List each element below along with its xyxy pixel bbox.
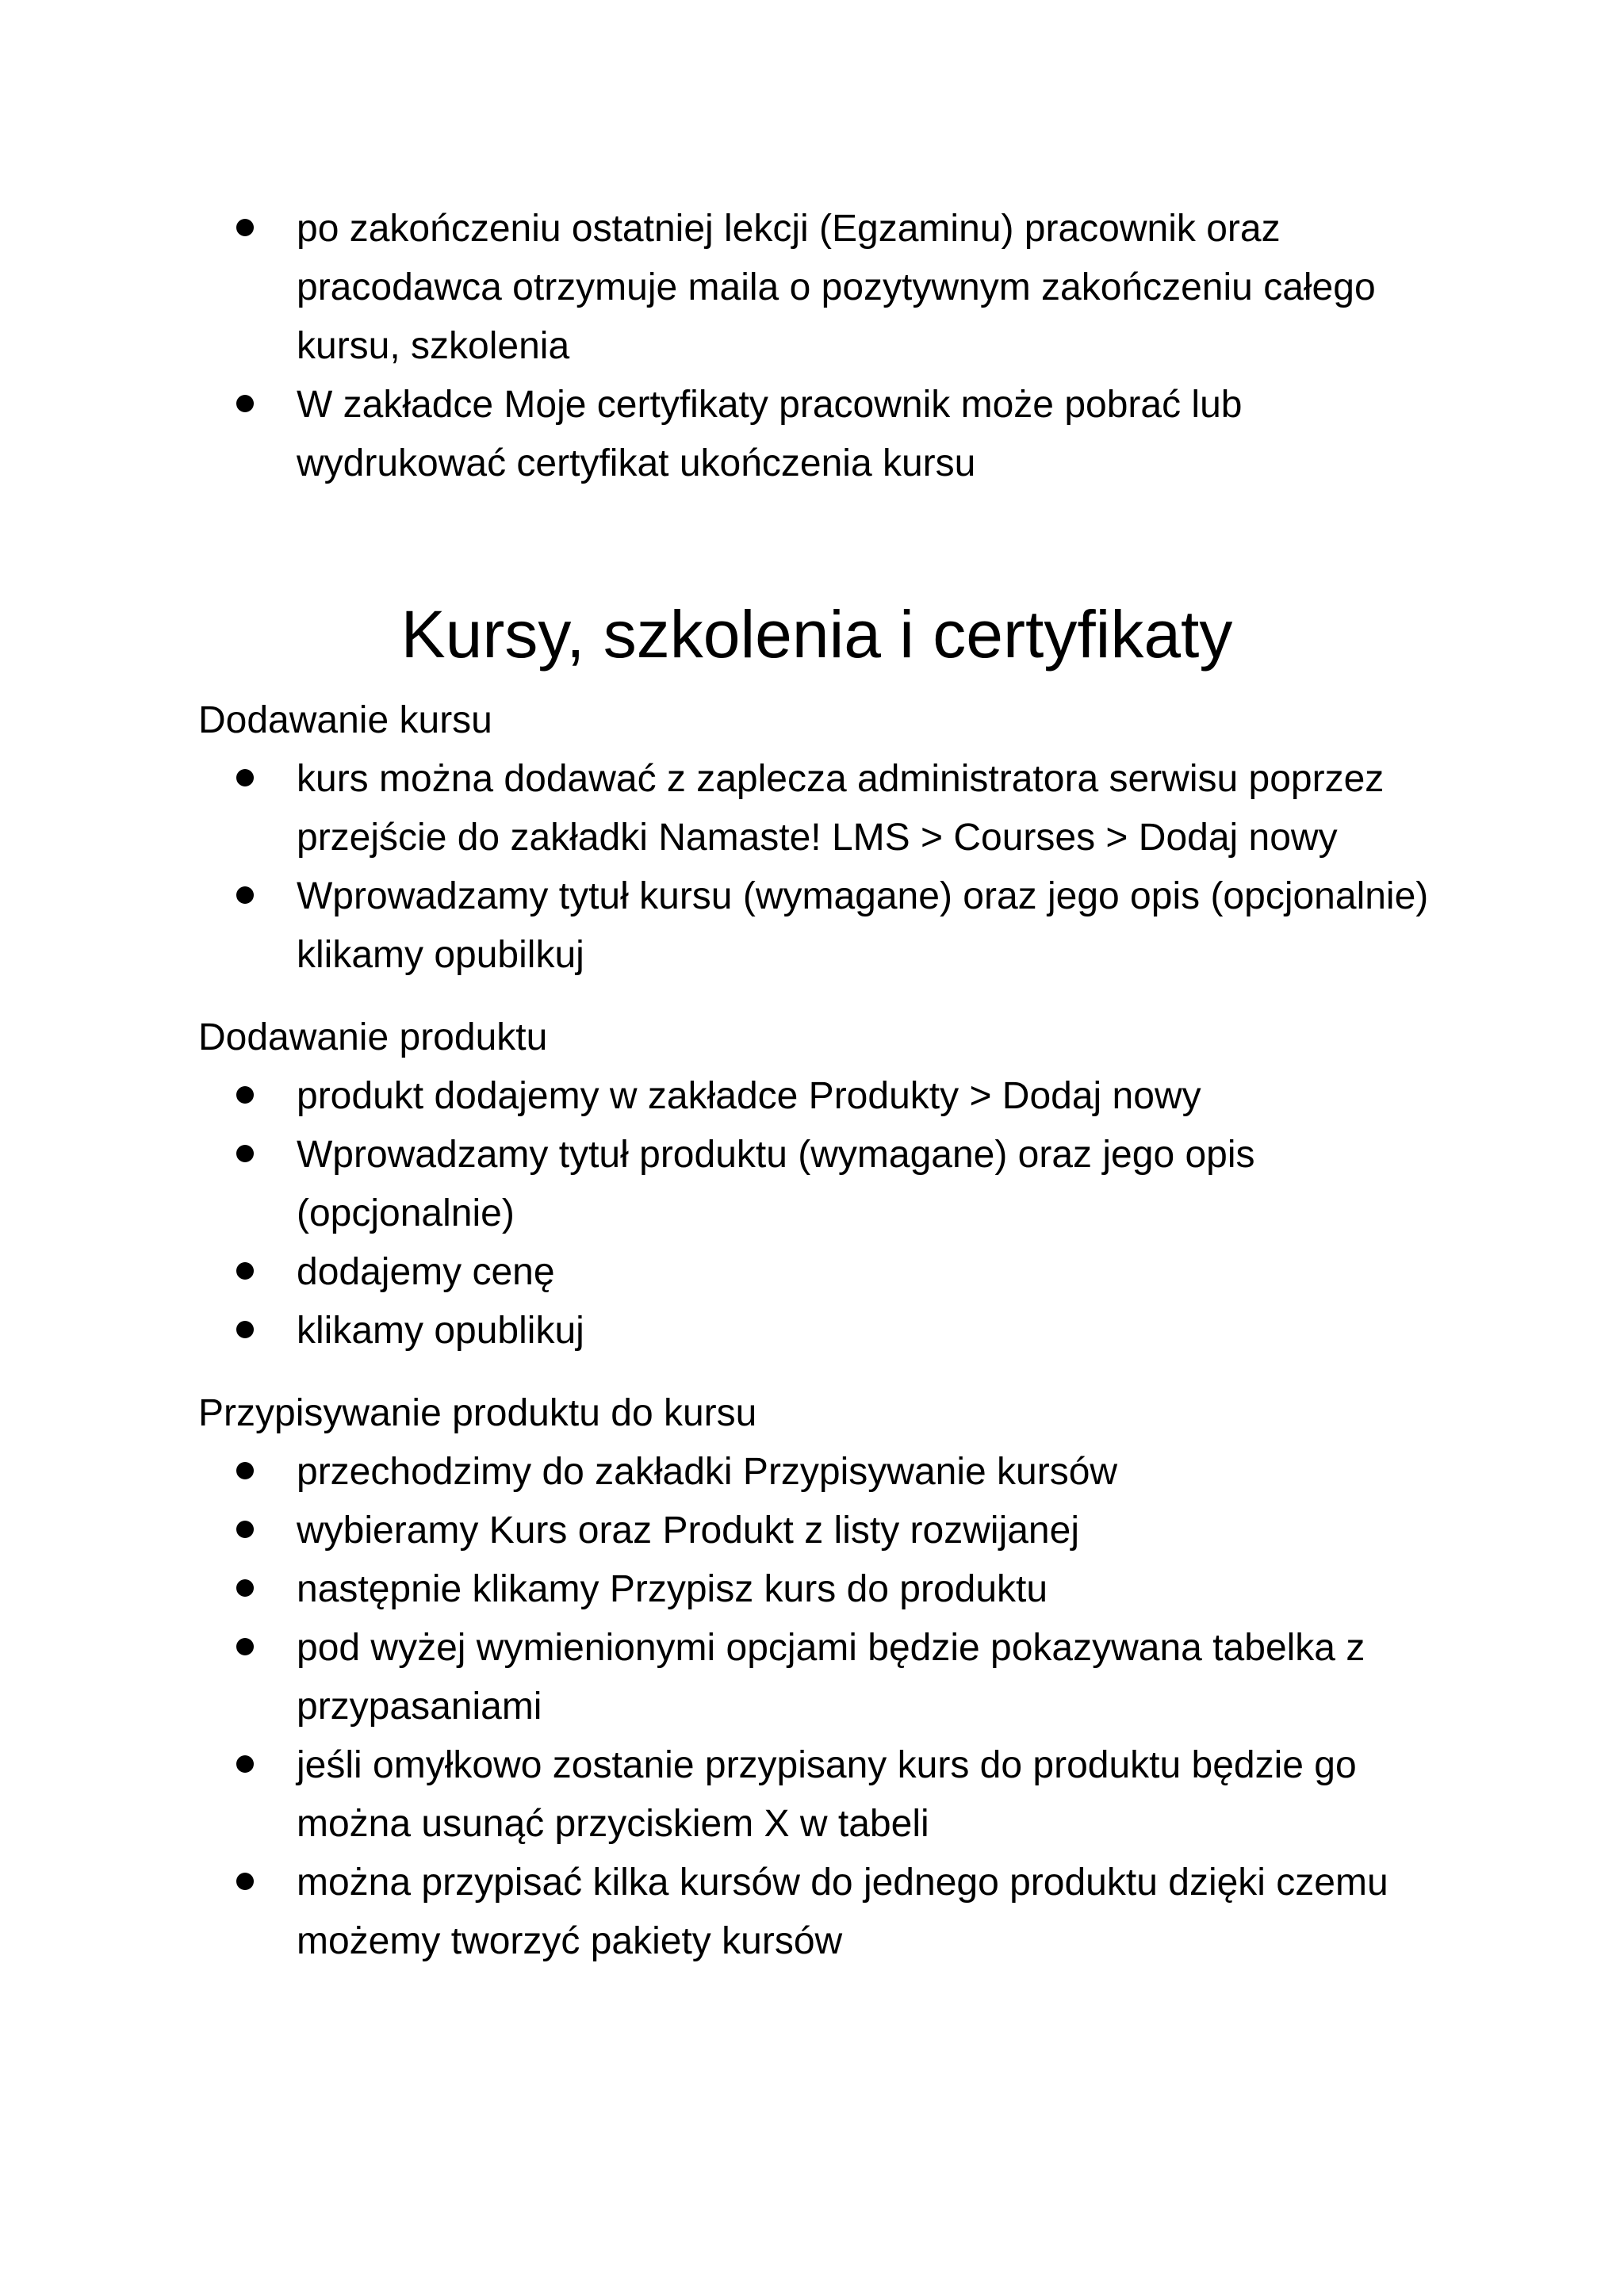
list-item-text: jeśli omyłkowo zostanie przypisany kurs do produktu będzie go można usunąć przyciskiem X w tabeli — [297, 1744, 1357, 1845]
list-przypisywanie — [198, 1443, 1435, 1971]
bullet-icon — [236, 886, 254, 904]
subheading-dodawanie-produktu: Dodawanie produktu — [198, 1016, 548, 1058]
list-item-text: wybieramy Kurs oraz Produkt z listy rozwijanej — [297, 1510, 1079, 1552]
list-item — [297, 1502, 1435, 1560]
document-content — [198, 200, 1435, 1971]
bullet-icon — [236, 1462, 254, 1479]
bullet-icon — [236, 395, 254, 412]
list-item — [297, 1067, 1435, 1126]
section-heading: Kursy, szkolenia i certyfikaty — [400, 597, 1233, 672]
bullet-icon — [236, 1145, 254, 1162]
list-item-text: kurs można dodawać z zaplecza administratora serwisu poprzez przejście do zakładki Namaste! LMS > Courses > Dodaj nowy — [297, 758, 1385, 859]
list-item — [297, 1302, 1435, 1360]
bullet-icon — [236, 1321, 254, 1338]
bullet-icon — [236, 1262, 254, 1280]
list-item-text: następnie klikamy Przypisz kurs do produktu — [297, 1568, 1048, 1610]
list-item — [297, 1126, 1435, 1243]
list-item-text: produkt dodajemy w zakładce Produkty > Dodaj nowy — [297, 1075, 1201, 1117]
list-item-text: pod wyżej wymienionymi opcjami będzie pokazywana tabelka z przypasaniami — [297, 1627, 1365, 1728]
bullet-icon — [236, 1521, 254, 1538]
bullet-icon — [236, 769, 254, 786]
bullet-icon — [236, 1579, 254, 1597]
list-item-text: Wprowadzamy tytuł kursu (wymagane) oraz jego opis (opcjonalnie) klikamy opubilkuj — [297, 875, 1429, 976]
list-item-text: klikamy opublikuj — [297, 1310, 584, 1352]
list-item — [297, 1736, 1435, 1854]
list-item — [297, 1243, 1435, 1302]
list-dodawanie-kursu — [198, 750, 1435, 985]
list-item — [297, 1854, 1435, 1971]
list-item-text: Wprowadzamy tytuł produktu (wymagane) oraz jego opis (opcjonalnie) — [297, 1134, 1255, 1234]
list-item-text: W zakładce Moje certyfikaty pracownik może pobrać lub wydrukować certyfikat ukończenia kursu — [297, 384, 1243, 484]
list-item — [297, 750, 1435, 867]
list-item-text: po zakończeniu ostatniej lekcji (Egzaminu) pracownik oraz pracodawca otrzymuje maila o pozytywnym zakończeniu całego kursu, szkolenia — [297, 208, 1376, 367]
list-dodawanie-produktu — [198, 1067, 1435, 1360]
list-item — [297, 200, 1435, 376]
list-item-text: dodajemy cenę — [297, 1251, 555, 1293]
list-item — [297, 1619, 1435, 1736]
subheading-przypisywanie: Przypisywanie produktu do kursu — [198, 1392, 757, 1434]
list-item — [297, 867, 1435, 985]
intro-list — [198, 200, 1435, 493]
bullet-icon — [236, 1755, 254, 1773]
bullet-icon — [236, 219, 254, 236]
list-item — [297, 1560, 1435, 1619]
list-item-text: można przypisać kilka kursów do jednego produktu dzięki czemu możemy tworzyć pakiety kursów — [297, 1862, 1388, 1962]
list-item-text: przechodzimy do zakładki Przypisywanie kursów — [297, 1451, 1118, 1493]
list-item — [297, 1443, 1435, 1502]
list-item — [297, 376, 1435, 493]
bullet-icon — [236, 1873, 254, 1890]
subheading-dodawanie-kursu: Dodawanie kursu — [198, 699, 492, 741]
bullet-icon — [236, 1086, 254, 1104]
bullet-icon — [236, 1638, 254, 1655]
